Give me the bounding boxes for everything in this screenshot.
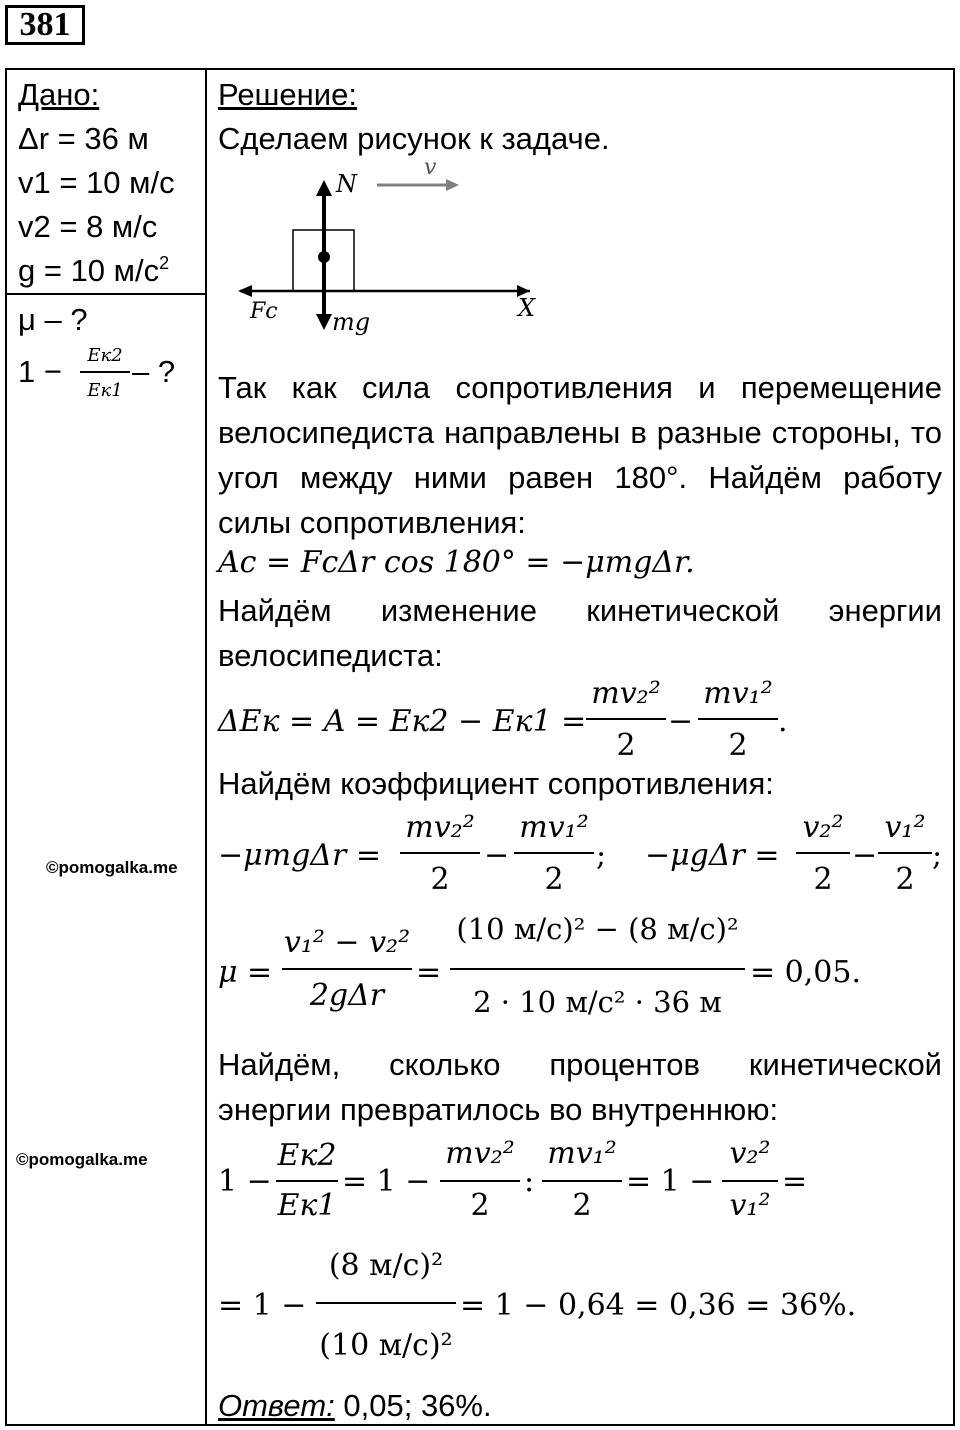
eq3-num: mv₁² [519, 810, 589, 845]
friction-arrow-icon [238, 285, 252, 297]
eq5-num: mv₂² [445, 1136, 515, 1171]
given-line: Δr = 36 м [18, 121, 149, 156]
equation-2-left: ΔEк = A = Eк2 − Eк1 = [218, 704, 587, 739]
find2-denominator: Eк1 [87, 380, 123, 401]
eq3-den: 2 [430, 862, 450, 897]
solution-heading: Решение: [218, 77, 357, 112]
answer-label: Ответ: [218, 1388, 335, 1423]
eq5-den: v₁² [729, 1188, 771, 1223]
label-mg: mg [332, 308, 371, 336]
eq5-left: 1 − [218, 1164, 272, 1199]
eq4-den: 2gΔr [309, 978, 385, 1013]
eq6-right: = 1 − 0,64 = 0,36 = 36%. [460, 1288, 857, 1323]
label-N: N [336, 170, 357, 198]
problem-number: 381 [5, 5, 85, 45]
eq5-den: 2 [572, 1188, 592, 1223]
fraction-bar [316, 1302, 456, 1304]
eq5-num: Eк2 [277, 1138, 337, 1173]
label-Fc: Fc [250, 299, 278, 324]
normal-arrow-icon [316, 180, 332, 196]
fraction-bar [282, 968, 412, 970]
eq5-den: Eк1 [277, 1188, 337, 1223]
answer-value: 0,05; 36%. [334, 1388, 492, 1423]
equation-3-mid: −μgΔr = [645, 838, 780, 873]
eq3-num: v₂² [802, 810, 844, 845]
fraction-bar [698, 718, 778, 720]
equation-1: Aс = FсΔr cos 180° = −μmgΔr. [218, 545, 695, 580]
fraction-bar [80, 371, 130, 373]
eq2-num: mv₂² [591, 676, 661, 711]
fraction-bar [514, 852, 594, 854]
gravity-arrow-icon [316, 314, 332, 330]
minus-sign: − [852, 838, 878, 873]
fraction-bar [542, 1180, 622, 1182]
fraction-bar [796, 852, 850, 854]
given-line: v1 = 10 м/с [18, 165, 175, 200]
fraction-bar [440, 1180, 520, 1182]
semicolon: ; [932, 838, 943, 873]
eq3-num: v₁² [884, 810, 926, 845]
paragraph-1: Так как сила сопротивления и перемещение велосипедиста направлены в разные стороны, то угол между ними равен 180°. Найдём работу силы сопротивления: [218, 370, 942, 540]
paragraph-3: Найдём коэффициент сопротивления: [218, 766, 774, 801]
center-dot [318, 251, 330, 263]
eq2-den: 2 [728, 728, 748, 763]
fraction-bar [276, 1180, 338, 1182]
eq6-left: = 1 − [218, 1288, 307, 1323]
eq5-num: v₂² [729, 1136, 771, 1171]
force-diagram [230, 160, 560, 340]
given-divider [5, 293, 207, 295]
find-line: μ – ? [18, 302, 88, 337]
eq3-num: mv₂² [405, 810, 475, 845]
eq4-big-num: (10 м/с)² − (8 м/с)² [456, 912, 739, 946]
fraction-bar [450, 968, 745, 970]
fraction-bar [586, 718, 666, 720]
eq5-mid2: = 1 − [626, 1164, 715, 1199]
watermark: ©pomogalka.me [16, 1150, 148, 1169]
find2-suffix: – ? [132, 354, 176, 389]
eq5-mid: = 1 − [342, 1164, 431, 1199]
minus-sign: − [668, 704, 694, 739]
eq3-den: 2 [813, 862, 833, 897]
fraction-bar [878, 852, 932, 854]
colon: : [524, 1164, 535, 1199]
label-X: X [518, 294, 536, 322]
eq5-num: mv₁² [547, 1136, 617, 1171]
column-divider [205, 68, 207, 1426]
eq3-den: 2 [544, 862, 564, 897]
eq5-den: 2 [470, 1188, 490, 1223]
eq2-den: 2 [616, 728, 636, 763]
eq4-result: = 0,05. [750, 955, 862, 990]
given-line: v2 = 8 м/с [18, 209, 158, 244]
paragraph-4: Найдём, сколько процентов кинетической энергии превратилось во внутреннюю: [218, 1047, 942, 1127]
period: . [778, 704, 788, 739]
equals-sign: = [416, 955, 442, 990]
answer [218, 1386, 492, 1426]
eq3-den: 2 [895, 862, 915, 897]
eq2-num: mv₁² [703, 676, 773, 711]
paragraph-2: Найдём изменение кинетической энергии велосипедиста: [218, 593, 942, 673]
solution-intro: Сделаем рисунок к задаче. [218, 121, 610, 156]
find2-numerator: Eк2 [87, 345, 123, 366]
eq4-big-den: 2 · 10 м/с² · 36 м [473, 985, 722, 1019]
fraction-bar [400, 852, 480, 854]
eq6-den: (10 м/с)² [319, 1328, 453, 1363]
semicolon: ; [596, 838, 607, 873]
equals-sign: = [782, 1164, 808, 1199]
given-line: g = 10 $м/с^2$ [18, 253, 170, 288]
given-heading: Дано: [18, 77, 100, 112]
minus-sign: − [484, 838, 510, 873]
eq6-num: (8 м/с)² [328, 1248, 444, 1283]
equation-3-left: −μmgΔr = [218, 838, 381, 873]
fraction-bar [722, 1180, 778, 1182]
velocity-arrow-icon [446, 179, 459, 191]
watermark: ©pomogalka.me [46, 858, 178, 877]
eq4-num: v₁² − v₂² [283, 925, 411, 960]
label-v: v [424, 160, 437, 180]
equation-4-left: μ = [218, 955, 273, 990]
find-line-2: 1 − [18, 354, 62, 389]
